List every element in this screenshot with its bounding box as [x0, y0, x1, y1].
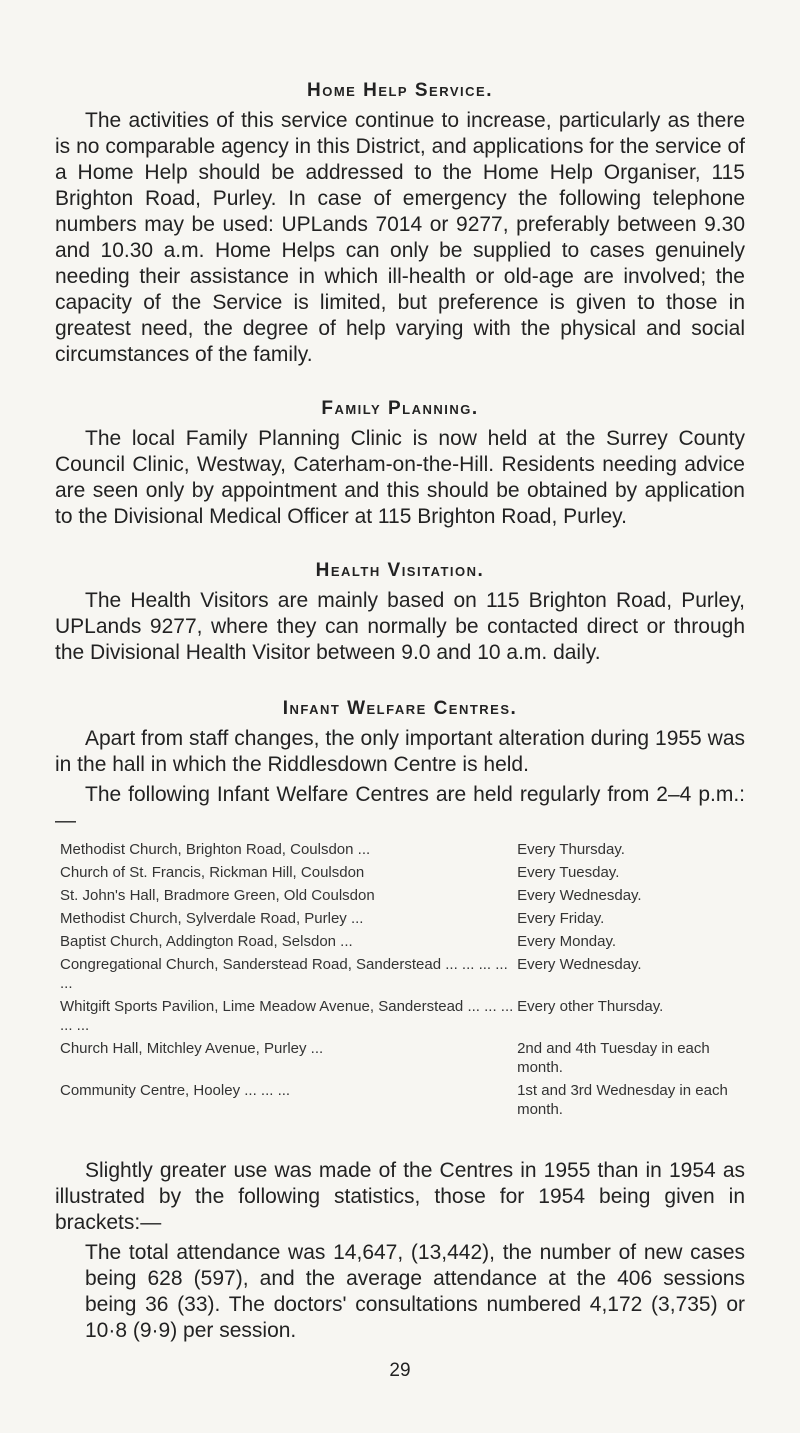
home-help-heading: Home Help Service.: [306, 80, 493, 101]
centre-schedule: 1st and 3rd Wednesday in each month.: [517, 1082, 728, 1118]
centre-schedule: Every Wednesday.: [517, 956, 642, 973]
centre-location: Baptist Church, Addington Road, Selsdon ...: [60, 933, 353, 950]
centre-location: Congregational Church, Sanderstead Road, Sanderstead ... ... ... ... ...: [60, 956, 508, 992]
health-visitation-paragraph: The Health Visitors are mainly based on 115 Brighton Road, Purley, UPLands 9277, where they can normally be contacted direct or through the Divisional Health Visitor between 9.0 and 10 a.m. daily.: [55, 589, 745, 664]
centre-schedule: Every Friday.: [517, 910, 605, 927]
infant-welfare-paragraph-1: Apart from staff changes, the only important alteration during 1955 was in the hall in which the Riddlesdown Centre is held.: [55, 727, 745, 776]
table-row: [60, 909, 740, 932]
table-row: [60, 840, 740, 863]
centre-schedule: Every Tuesday.: [517, 864, 620, 881]
page-number: 29: [389, 1360, 411, 1381]
family-planning-heading: Family Planning.: [321, 398, 479, 419]
table-row: [60, 886, 740, 909]
infant-welfare-heading: Infant Welfare Centres.: [282, 698, 518, 719]
centre-location: Church of St. Francis, Rickman Hill, Coulsdon: [60, 864, 365, 881]
table-row: [60, 932, 740, 955]
health-visitation-heading: Health Visitation.: [315, 560, 485, 581]
table-row: [60, 955, 740, 997]
table-row: [60, 1039, 740, 1081]
centre-location: Methodist Church, Brighton Road, Coulsdon ...: [60, 841, 371, 858]
table-row: [60, 1081, 740, 1123]
home-help-paragraph: The activities of this service continue to increase, particularly as there is no comparable agency in this District, and applications for the service of a Home Help should be addressed to the Home Help Organiser, 115 Brighton Road, Purley. In case of emergency the following telephone numbers may be used: UPLands 7014 or 9277, preferably between 9.30 and 10.30 a.m. Home Helps can only be supplied to cases genuinely needing their assistance in which ill-health or old-age are involved; the capacity of the Service is limited, but preference is given to those in greatest need, the degree of help varying with the physical and social circumstances of the family.: [55, 109, 745, 366]
centre-schedule: Every other Thursday.: [517, 998, 664, 1015]
centre-schedule: Every Wednesday.: [517, 887, 642, 904]
table-row: [60, 863, 740, 886]
centre-schedule: Every Thursday.: [517, 841, 625, 858]
centre-location: Church Hall, Mitchley Avenue, Purley ...: [60, 1040, 324, 1057]
centre-schedule: Every Monday.: [517, 933, 617, 950]
centre-location: Whitgift Sports Pavilion, Lime Meadow Avenue, Sanderstead ... ... ... ... ...: [60, 998, 514, 1034]
centre-schedule: 2nd and 4th Tuesday in each month.: [517, 1040, 710, 1076]
table-row: [60, 997, 740, 1039]
centres-table: [60, 840, 740, 1123]
centre-location: Methodist Church, Sylverdale Road, Purley ...: [60, 910, 364, 927]
infant-welfare-paragraph-2: The following Infant Welfare Centres are held regularly from 2–4 p.m.:—: [55, 783, 745, 832]
family-planning-paragraph: The local Family Planning Clinic is now held at the Surrey County Council Clinic, Westway, Caterham-on-the-Hill. Residents needing advice are seen only by appointment and this should be obtained by application to the Divisional Medical Officer at 115 Brighton Road, Purley.: [55, 427, 745, 528]
statistics-paragraph: The total attendance was 14,647, (13,442), the number of new cases being 628 (597), and the average attendance at the 406 sessions being 36 (33). The doctors' consultations numbered 4,172 (3,735) or 10·8 (9·9) per session.: [85, 1241, 745, 1342]
infant-welfare-paragraph-3: Slightly greater use was made of the Centres in 1955 than in 1954 as illustrated by the following statistics, those for 1954 being given in brackets:—: [55, 1159, 745, 1234]
centre-location: Community Centre, Hooley ... ... ...: [60, 1082, 291, 1099]
centre-location: St. John's Hall, Bradmore Green, Old Coulsdon: [60, 887, 375, 904]
